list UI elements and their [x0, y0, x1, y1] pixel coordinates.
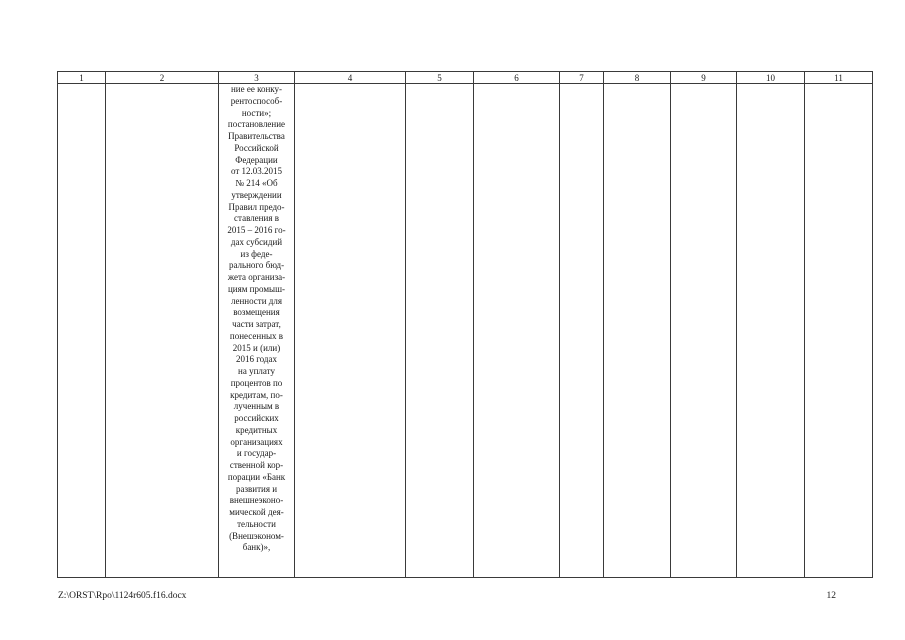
document-table: [57, 71, 873, 578]
table-cell-col11: [805, 84, 873, 578]
column-header-1: 1: [58, 72, 106, 84]
column3-text: [219, 84, 294, 554]
table-cell-col1: [58, 84, 106, 578]
column-header-8: 8: [604, 72, 671, 84]
column3-line: ности»;: [241, 107, 272, 118]
column-header-7: 7: [560, 72, 604, 84]
column3-line: 2015 и (или): [232, 342, 281, 353]
column3-line: тельности: [237, 518, 276, 529]
column3-line: (Внешэконом-: [229, 530, 284, 541]
column3-line: ственной кор-: [229, 460, 284, 470]
table-cell-col9: [671, 84, 737, 578]
column-header-6: 6: [474, 72, 560, 84]
table-cell-col3: [219, 84, 295, 578]
column3-line: лученным в: [233, 401, 280, 412]
column3-line: внешнеэконо-: [229, 495, 284, 506]
column3-line: банк)»,: [242, 542, 271, 553]
column3-line: Правил предо-: [228, 201, 285, 212]
column3-line: рентоспособ-: [230, 95, 283, 106]
page-number: 12: [826, 591, 836, 601]
column3-line: организациях: [230, 436, 283, 447]
table-cell-col7: [560, 84, 604, 578]
table-cell-col2: [106, 84, 219, 578]
table-cell-col5: [406, 84, 474, 578]
column-header-5: 5: [406, 72, 474, 84]
column-header-9: 9: [671, 72, 737, 84]
column3-line: дах субсидий: [230, 236, 283, 247]
column3-line: ленности для: [230, 295, 283, 306]
column-header-10: 10: [737, 72, 805, 84]
column3-line: кредитных: [235, 424, 278, 435]
table-cell-col4: [295, 84, 406, 578]
column3-line: 2016 годах: [235, 354, 278, 365]
column-header-3: 3: [219, 72, 295, 84]
table-cell-col10: [737, 84, 805, 578]
column3-line: Российской: [234, 142, 279, 153]
column3-line: возмещения: [233, 307, 280, 318]
column3-line: ние ее конку-: [230, 84, 283, 94]
table-cell-col8: [604, 84, 671, 578]
column3-line: постановление: [227, 119, 286, 130]
column3-line: из феде-: [240, 248, 273, 259]
column3-line: циям промыш-: [227, 283, 286, 294]
column3-line: Правительства: [228, 131, 285, 141]
column3-line: жета организа-: [227, 272, 286, 282]
column3-line: порации «Банк: [227, 471, 286, 482]
column3-line: части затрат,: [232, 319, 281, 329]
column3-line: и государ-: [236, 448, 277, 459]
column3-line: мической дея-: [229, 507, 284, 517]
column3-line: российских: [234, 413, 279, 423]
table-cell-col6: [474, 84, 560, 578]
column3-line: процентов по: [230, 377, 283, 388]
column3-line: рального бюд-: [228, 260, 285, 271]
column-header-11: 11: [805, 72, 873, 84]
column-header-4: 4: [295, 72, 406, 84]
column3-line: на уплату: [238, 366, 275, 376]
column3-line: утверждении: [231, 189, 282, 200]
column3-line: 2015 – 2016 го-: [227, 225, 286, 235]
column3-line: от 12.03.2015: [230, 166, 283, 177]
table-header-row: [58, 72, 873, 84]
footer-file-path: Z:\ORST\Rpo\1124r605.f16.docx: [58, 591, 187, 601]
column3-line: Федерации: [235, 154, 278, 165]
column3-line: понесенных в: [229, 330, 284, 341]
table-row: [58, 84, 873, 578]
column-header-2: 2: [106, 72, 219, 84]
column3-line: № 214 «Об: [235, 178, 278, 188]
column3-line: кредитам, по-: [230, 389, 283, 400]
column3-line: ставления в: [234, 213, 279, 224]
column3-line: развития и: [235, 483, 278, 494]
